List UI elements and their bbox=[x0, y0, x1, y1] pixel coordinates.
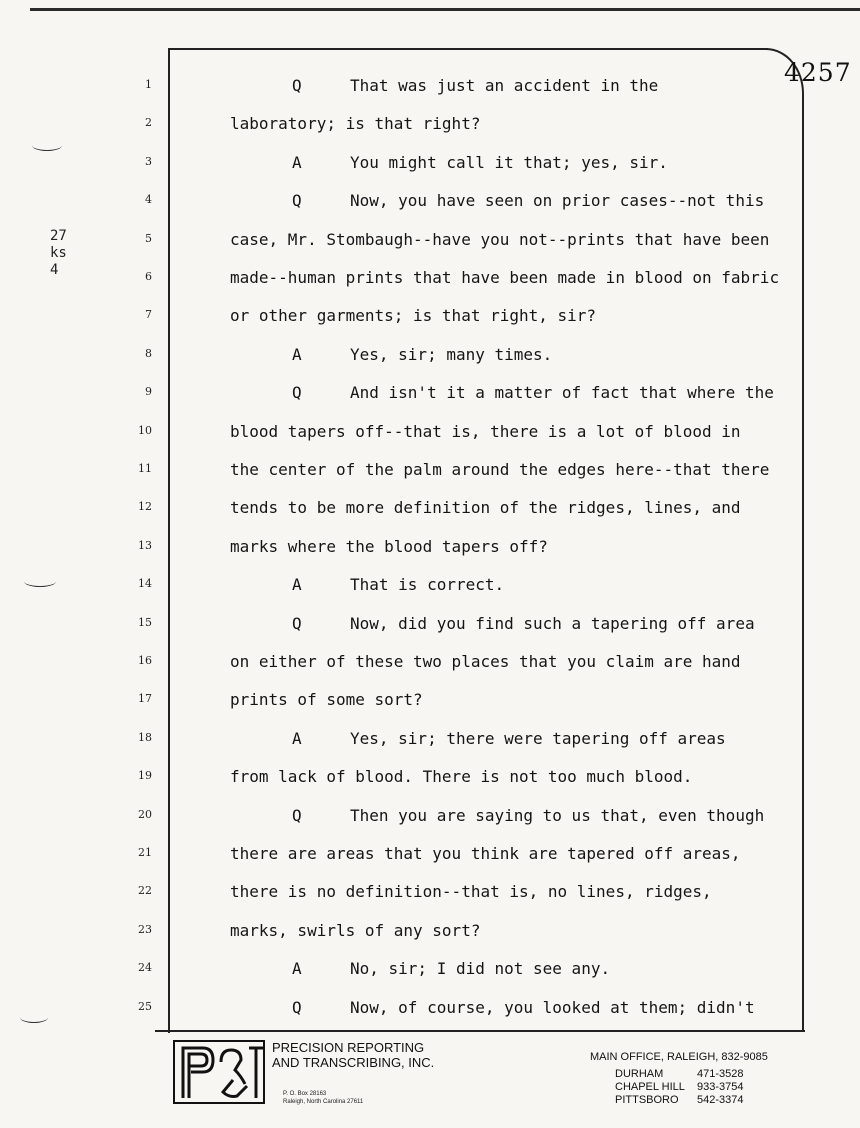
transcript-line: the center of the palm around the edges here--that there bbox=[230, 460, 770, 479]
main-office: MAIN OFFICE, RALEIGH, 832-9085 bbox=[590, 1051, 768, 1063]
transcript-line: made--human prints that have been made in blood on fabric bbox=[230, 268, 780, 287]
line-number: 20 bbox=[138, 808, 152, 821]
transcript-line: on either of these two places that you claim are hand bbox=[230, 652, 741, 671]
transcript-line: Yes, sir; there were tapering off areas bbox=[350, 729, 726, 748]
line-number: 22 bbox=[138, 884, 152, 897]
line-number: 19 bbox=[138, 769, 152, 782]
line-number: 5 bbox=[145, 232, 152, 245]
transcript-line: And isn't it a matter of fact that where the bbox=[350, 383, 774, 402]
branch-offices bbox=[615, 1068, 744, 1107]
line-number: 7 bbox=[145, 308, 152, 321]
company-name-line2: AND TRANSCRIBING, INC. bbox=[272, 1055, 435, 1070]
branch-phone: 471-3528 bbox=[697, 1068, 744, 1080]
branch-city: CHAPEL HILL bbox=[615, 1081, 685, 1093]
transcript-line: That is correct. bbox=[350, 575, 505, 594]
line-number: 18 bbox=[138, 731, 152, 744]
page-number: 4257 bbox=[784, 58, 852, 87]
transcript-line: marks where the blood tapers off? bbox=[230, 537, 548, 556]
branch-office-row bbox=[615, 1081, 744, 1094]
speaker-label: A bbox=[292, 575, 302, 594]
transcript-line: marks, swirls of any sort? bbox=[230, 921, 481, 940]
line-number: 12 bbox=[138, 500, 152, 513]
line-number: 23 bbox=[138, 923, 152, 936]
page-frame-top bbox=[170, 48, 768, 50]
transcript-line: laboratory; is that right? bbox=[230, 114, 481, 133]
speaker-label: Q bbox=[292, 998, 302, 1017]
line-number: 4 bbox=[145, 193, 152, 206]
line-number: 1 bbox=[145, 78, 152, 91]
page-frame-bottom bbox=[155, 1030, 805, 1032]
line-number: 21 bbox=[138, 846, 152, 859]
punch-mark bbox=[24, 576, 56, 587]
transcript-line: Then you are saying to us that, even though bbox=[350, 806, 765, 825]
margin-note: ks bbox=[50, 245, 67, 261]
transcript-line: Now, of course, you looked at them; didn't bbox=[350, 998, 755, 1017]
line-number: 16 bbox=[138, 654, 152, 667]
line-number: 14 bbox=[138, 577, 152, 590]
line-number: 9 bbox=[145, 385, 152, 398]
line-number: 25 bbox=[138, 1000, 152, 1013]
branch-city: PITTSBORO bbox=[615, 1094, 679, 1106]
margin-note: 27 bbox=[50, 228, 67, 244]
speaker-label: Q bbox=[292, 614, 302, 633]
company-name-line1: PRECISION REPORTING bbox=[272, 1040, 425, 1055]
line-number: 11 bbox=[138, 462, 152, 475]
speaker-label: A bbox=[292, 729, 302, 748]
line-number: 6 bbox=[145, 270, 152, 283]
branch-office-row bbox=[615, 1068, 744, 1081]
transcript-line: from lack of blood. There is not too much blood. bbox=[230, 767, 693, 786]
address-line1: P. O. Box 28163 bbox=[283, 1091, 327, 1097]
speaker-label: A bbox=[292, 345, 302, 364]
branch-phone: 542-3374 bbox=[697, 1094, 744, 1106]
speaker-label: Q bbox=[292, 191, 302, 210]
page-frame-right bbox=[802, 95, 804, 1030]
transcript-line: there are areas that you think are tapered off areas, bbox=[230, 844, 741, 863]
line-number: 17 bbox=[138, 692, 152, 705]
speaker-label: Q bbox=[292, 383, 302, 402]
transcript-line: tends to be more definition of the ridges, lines, and bbox=[230, 498, 741, 517]
transcript-line: case, Mr. Stombaugh--have you not--prints that have been bbox=[230, 230, 770, 249]
transcript-line: prints of some sort? bbox=[230, 690, 423, 709]
speaker-label: Q bbox=[292, 806, 302, 825]
punch-mark bbox=[20, 1012, 48, 1023]
line-number: 13 bbox=[138, 539, 152, 552]
prt-logo bbox=[173, 1040, 265, 1104]
top-rule bbox=[30, 8, 860, 11]
transcript-line: You might call it that; yes, sir. bbox=[350, 153, 668, 172]
speaker-label: A bbox=[292, 153, 302, 172]
margin-note: 4 bbox=[50, 262, 59, 278]
transcript-line: there is no definition--that is, no lines, ridges, bbox=[230, 882, 712, 901]
branch-office-row bbox=[615, 1094, 744, 1107]
line-number: 24 bbox=[138, 961, 152, 974]
line-number: 2 bbox=[145, 116, 152, 129]
transcript-line: Yes, sir; many times. bbox=[350, 345, 553, 364]
line-number: 3 bbox=[145, 155, 152, 168]
company-address bbox=[283, 1090, 363, 1106]
branch-city: DURHAM bbox=[615, 1068, 664, 1080]
speaker-label: Q bbox=[292, 76, 302, 95]
transcript-line: or other garments; is that right, sir? bbox=[230, 306, 597, 325]
address-line2: Raleigh, North Carolina 27611 bbox=[283, 1099, 364, 1105]
speaker-label: A bbox=[292, 959, 302, 978]
transcript-line: That was just an accident in the bbox=[350, 76, 659, 95]
transcript-line: Now, did you find such a tapering off area bbox=[350, 614, 755, 633]
page-frame-left bbox=[168, 48, 170, 1033]
transcript-line: blood tapers off--that is, there is a lot of blood in bbox=[230, 422, 741, 441]
line-number: 8 bbox=[145, 347, 152, 360]
line-number: 10 bbox=[138, 424, 152, 437]
transcript-line: Now, you have seen on prior cases--not this bbox=[350, 191, 765, 210]
transcript-line: No, sir; I did not see any. bbox=[350, 959, 611, 978]
line-number: 15 bbox=[138, 616, 152, 629]
company-name bbox=[272, 1040, 434, 1070]
punch-mark bbox=[32, 140, 62, 151]
branch-phone: 933-3754 bbox=[697, 1081, 744, 1093]
